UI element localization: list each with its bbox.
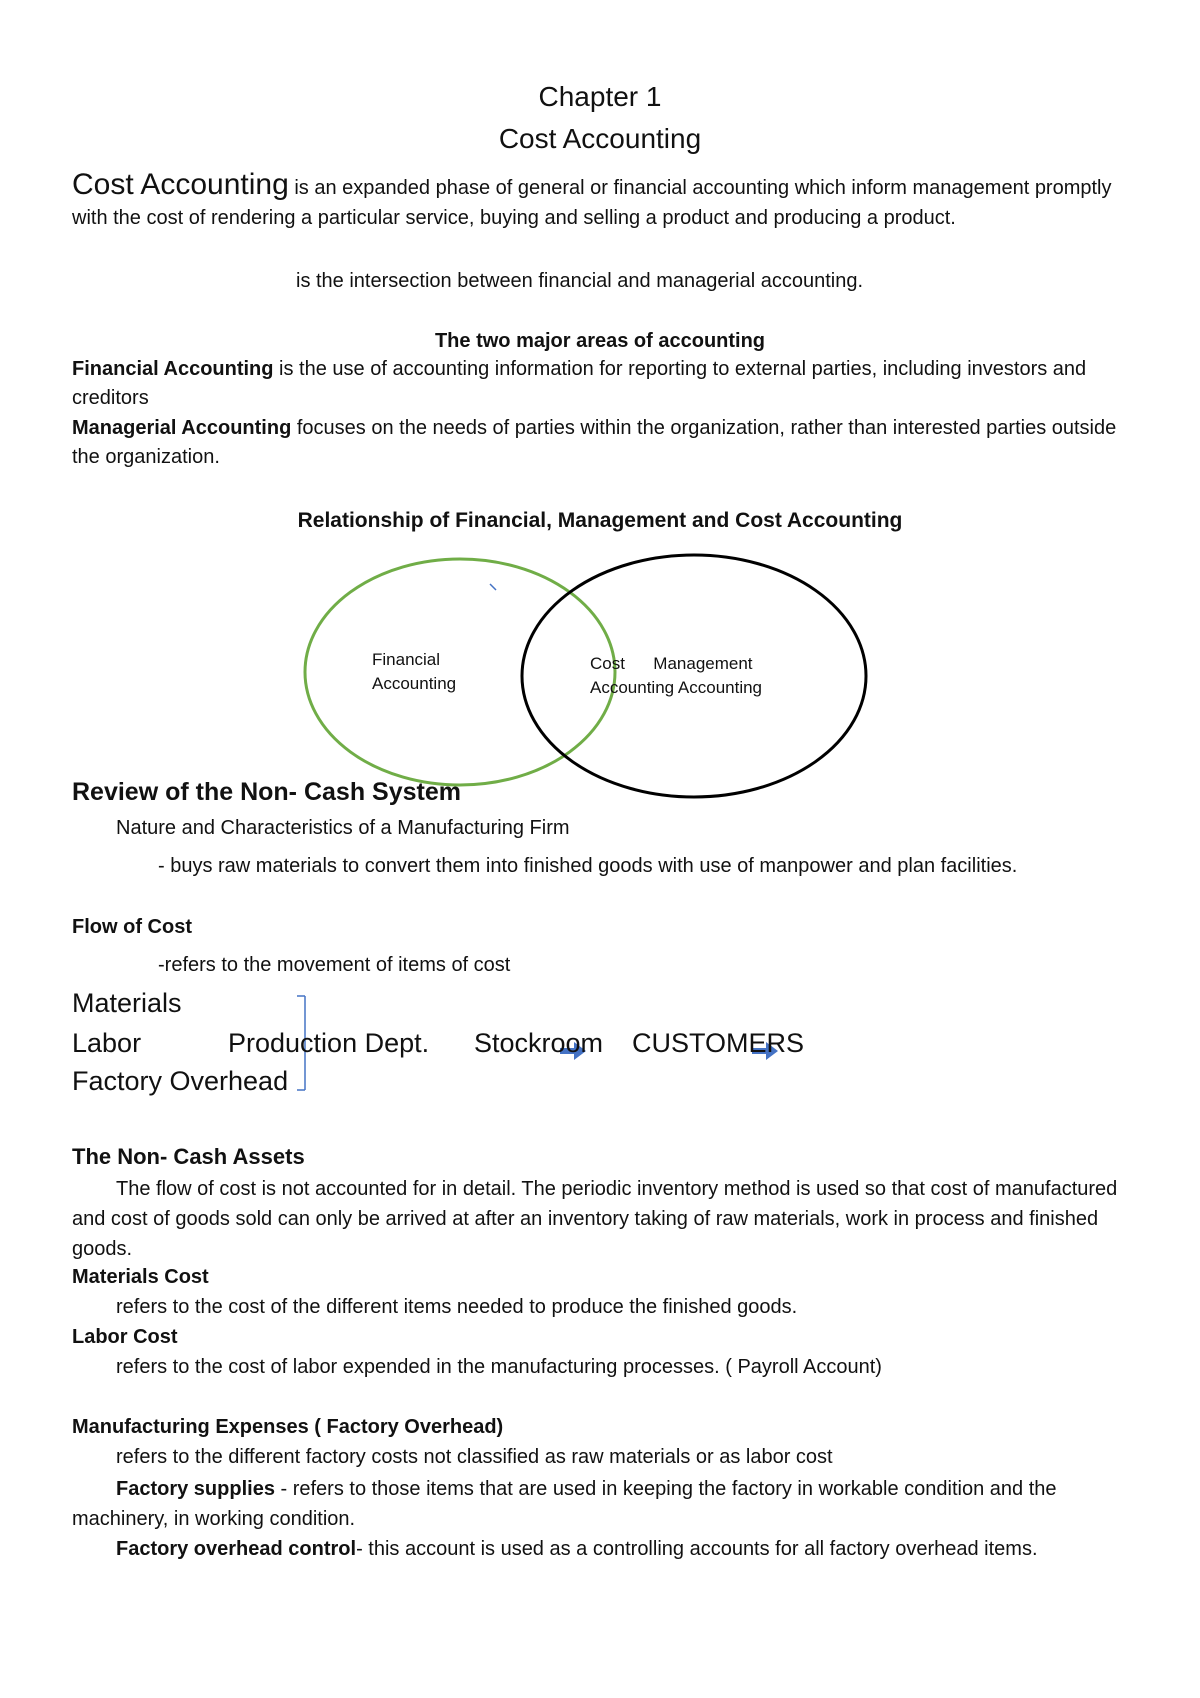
intro-lead: Cost Accounting [72, 168, 289, 201]
manufacturing-text: refers to the different factory costs not classified as raw materials or as labor cost [116, 1446, 833, 1468]
stray-mark [490, 584, 496, 590]
flow-heading: Flow of Cost [72, 916, 192, 938]
relationship-heading: Relationship of Financial, Management and Cost Accounting [297, 509, 903, 532]
intro-note: is the intersection between financial and managerial accounting. [296, 270, 864, 292]
factory-control-paragraph [72, 1534, 1142, 1564]
review-heading: Review of the Non- Cash System [72, 778, 461, 806]
flow-stockroom: Stockroom [474, 1028, 604, 1058]
review-subheading: Nature and Characteristics of a Manufacturing Firm [116, 817, 570, 839]
labor-cost-text: refers to the cost of labor expended in the manufacturing processes. ( Payroll Account) [116, 1356, 882, 1378]
chapter-label: Chapter 1 [538, 81, 662, 112]
factory-control-term: Factory overhead control [116, 1538, 357, 1560]
factory-supplies-paragraph [72, 1474, 1142, 1534]
intro-text: is an expanded phase of general or financial accounting which inform management promptly with the cost of rendering a particular service, buying and selling a product and producing a product. [72, 177, 1112, 229]
noncash-heading: The Non- Cash Assets [72, 1144, 305, 1169]
cost-circle-label-1: Cost Management [590, 654, 753, 673]
financial-circle-label-2: Accounting [372, 674, 457, 693]
factory-control-text: - this account is used as a controlling accounts for all factory overhead items. [356, 1538, 1038, 1560]
chapter-title: Cost Accounting [498, 123, 702, 154]
factory-supplies-text: - refers to those items that are used in keeping the factory in workable condition and the machinery, in working condition. [72, 1478, 1057, 1530]
cost-circle-label-2: Accounting Accounting [590, 678, 763, 697]
flow-overhead: Factory Overhead [72, 1066, 289, 1096]
areas-heading: The two major areas of accounting [434, 330, 766, 352]
flow-labor: Labor [72, 1028, 142, 1058]
noncash-text: The flow of cost is not accounted for in detail. The periodic inventory method is used so that cost of manufactured and cost of goods sold can only be arrived at after an inventory taking of raw materials, work in process and finished goods. [72, 1178, 1118, 1260]
review-bullet: - buys raw materials to convert them into finished goods with use of manpower and plan facilities. [158, 855, 1018, 877]
materials-cost-text: refers to the cost of the different items needed to produce the finished goods. [116, 1296, 798, 1318]
manufacturing-heading: Manufacturing Expenses ( Factory Overhead) [72, 1416, 504, 1438]
flow-customers: CUSTOMERS [632, 1028, 805, 1058]
flow-description: -refers to the movement of items of cost [158, 954, 511, 976]
labor-cost-heading: Labor Cost [72, 1326, 178, 1348]
flow-materials: Materials [72, 988, 182, 1018]
financial-circle-label-1: Financial [372, 650, 441, 669]
financial-term: Financial Accounting [72, 358, 274, 380]
factory-supplies-term: Factory supplies [116, 1478, 275, 1500]
flow-production: Production Dept. [228, 1028, 430, 1058]
materials-cost-heading: Materials Cost [72, 1266, 209, 1288]
managerial-text: focuses on the needs of parties within the organization, rather than interested parties outside the organization. [72, 417, 1117, 468]
managerial-term: Managerial Accounting [72, 417, 292, 439]
financial-text: is the use of accounting information for reporting to external parties, including investors and creditors [72, 358, 1087, 409]
